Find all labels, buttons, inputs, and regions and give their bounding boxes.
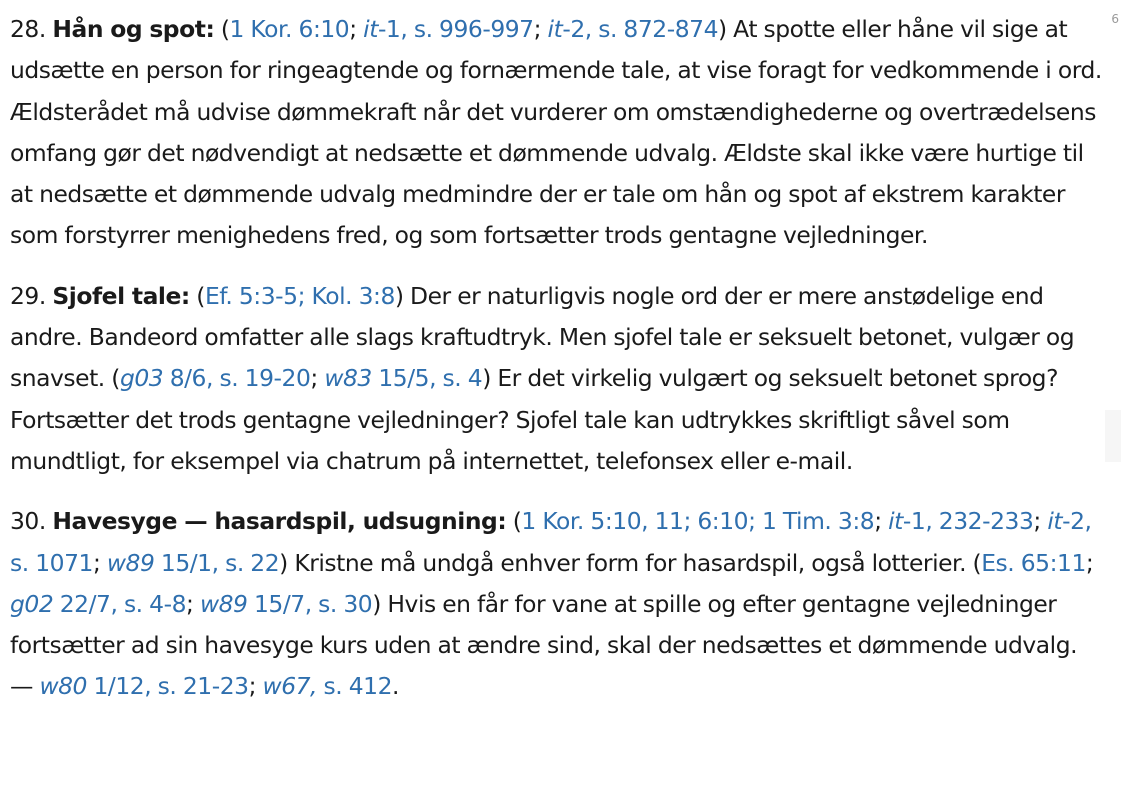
paragraph-text-run: ; [310,364,325,393]
reference-link[interactable]: 1 Kor. 5:10, 11; 6:10; 1 Tim. 3:8 [521,507,875,536]
paragraph-number: 30. [10,507,46,536]
reference-link[interactable]: 1 Kor. 6:10 [229,15,350,43]
paragraph-29 [10,276,1105,482]
paragraph-text-run: . [392,672,400,701]
paragraph-text-run: ) At spotte eller håne vil sige at udsætte en person for ringeagtende og fornærmende tale, at vise foragt for vedkommende i ord. Ældsterådet må udvise dømmekraft når det vurderer om omstændighederne og overtrædelsens omfang gør det nødvendigt at nedsætte et dømmende udvalg. Ældste skal ikke være hurtige til at nedsætte et dømmende udvalg medmindre der er tale om hån og spot af ekstrem karakter som forstyrrer menighedens fred, og som fortsætter trods gentagne vejledninger. [10,15,1102,250]
publication-abbreviation: w89 [106,548,155,577]
paragraph-text-run: ( [506,507,522,536]
paragraph-text-run: ; [248,672,263,701]
paragraph-heading: Hån og spot: [52,15,215,43]
reference-link[interactable]: it-2, s. 1071 [10,507,1092,577]
publication-abbreviation: w80 [39,672,87,701]
paragraph-number: 29. [10,281,46,310]
paragraph-text-run: ; [1085,548,1094,577]
publication-abbreviation: it [888,507,903,536]
publication-abbreviation: w83 [324,364,372,393]
reference-link[interactable]: w89 15/1, s. 22 [106,548,280,577]
paragraph-text [10,507,1093,700]
reference-link[interactable]: g03 8/6, s. 19-20 [119,364,311,393]
paragraph-text-run: ( [214,15,230,43]
publication-abbreviation: it [363,15,378,43]
publication-abbreviation: w67, [262,672,318,701]
reference-link[interactable]: it-1, s. 996-997 [363,15,534,43]
page-corner-marker: 6 [1111,12,1119,26]
reference-link[interactable]: Es. 65:11 [981,548,1086,577]
paragraph-heading: Havesyge — hasardspil, udsugning: [52,507,507,536]
publication-abbreviation: g03 [119,364,164,393]
reference-link[interactable]: w80 1/12, s. 21-23 [39,672,249,701]
publication-abbreviation: w89 [199,589,248,618]
paragraph-30 [10,501,1105,707]
paragraph-text-run: ) Kristne må undgå enhver form for hasardspil, også lotterier. ( [279,548,982,577]
paragraph-text-run: ) Hvis en får for vane at spille og efter gentagne vejledninger fortsætter ad sin havesyge kurs uden at ændre sind, skal der nedsættes et dømmende udvalg. — [10,589,1078,701]
paragraph-text-run: ( [189,281,205,310]
reference-link[interactable]: w89 15/7, s. 30 [199,589,373,618]
paragraph-text-run: ) Er det virkelig vulgært og seksuelt betonet sprog? Fortsætter det trods gentagne vejledninger? Sjofel tale kan udtrykkes skriftligt såvel som mundtligt, for eksempel via chatrum på internettet, telefonsex eller e-mail. [10,364,1059,475]
paragraph-text [10,282,1074,475]
paragraph-text-run: ; [533,15,548,43]
paragraph-text-run: ) Der er naturligvis nogle ord der er mere anstødelige end andre. Bandeord omfatter alle slags kraftudtryk. Men sjofel tale er seksuelt betonet, vulgær og snavset. ( [10,281,1075,393]
paragraph-heading: Sjofel tale: [52,281,190,310]
publication-abbreviation: it [1047,507,1063,536]
reference-link[interactable]: Ef. 5:3-5; Kol. 3:8 [204,281,395,310]
paragraph-number: 28. [10,15,46,43]
reference-link[interactable]: g02 22/7, s. 4-8 [10,589,187,618]
paragraph-text [10,15,1102,249]
paragraph-text-run: ; [874,507,889,536]
reference-link[interactable]: it-1, 232-233 [888,507,1034,536]
paragraph-text-run: ; [186,589,200,618]
reference-link[interactable]: w67, s. 412 [262,672,393,701]
paragraph-text-run: ; [349,15,364,43]
paragraph-text-run: ; [92,548,107,577]
paragraph-text-run: ; [1033,507,1048,536]
reference-link[interactable]: w83 15/5, s. 4 [324,364,483,393]
publication-abbreviation: it [547,15,563,43]
reference-link[interactable]: it-2, s. 872-874 [547,15,719,43]
publication-abbreviation: g02 [10,589,54,618]
paragraph-28 [10,9,1105,257]
document-body [10,9,1105,727]
scrollbar-track[interactable] [1105,410,1121,462]
